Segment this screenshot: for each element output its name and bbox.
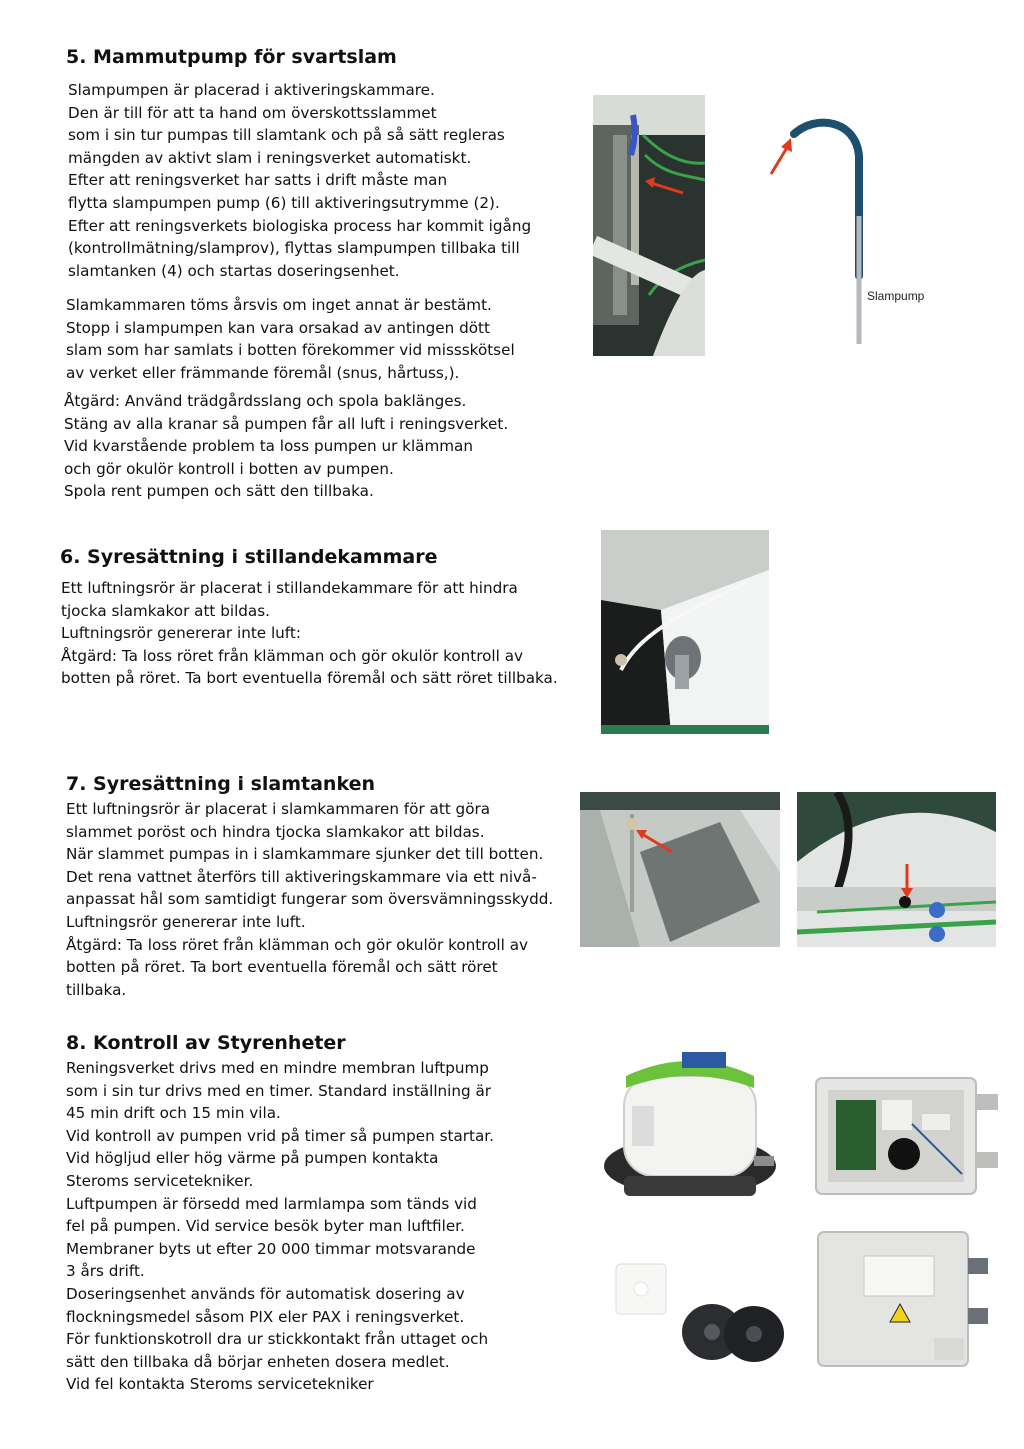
pump-membranes-photo: [680, 1294, 784, 1364]
text-line: Stäng av alla kranar så pumpen får all luft i reningsverket.: [64, 414, 509, 433]
text-line: 45 min drift och 15 min vila.: [66, 1104, 281, 1123]
text-line: flockningsmedel såsom PIX eler PAX i reningsverket.: [66, 1307, 465, 1326]
text-line: Doseringsenhet används för automatisk dosering av: [66, 1284, 465, 1303]
text-line: Åtgärd: Ta loss röret från klämman och gör okulör kontroll av: [61, 646, 523, 665]
text-line: botten på röret. Ta bort eventuella föremål och sätt röret tillbaka.: [61, 669, 558, 688]
text-line: (kontrollmätning/slamprov), flyttas slampumpen tillbaka till: [68, 239, 520, 258]
text-line: anpassat hål som samtidigt fungerar som översvämningsskydd.: [66, 890, 554, 909]
text-line: Vid fel kontakta Steroms servicetekniker: [66, 1375, 374, 1394]
text-line: mängden av aktivt slam i reningsverket automatiskt.: [68, 148, 472, 167]
timer-control-box-open-photo: [812, 1074, 1002, 1198]
sludge-pump-caption: Slampump: [867, 289, 925, 303]
text-line: 3 års drift.: [66, 1262, 145, 1281]
text-line: Åtgärd: Använd trädgårdsslang och spola baklänges.: [64, 392, 467, 410]
text-line: Steroms servicetekniker.: [66, 1171, 254, 1190]
text-line: Luftningsrör genererar inte luft.: [66, 912, 306, 931]
text-line: Åtgärd: Ta loss röret från klämman och gör okulör kontroll av: [66, 935, 528, 954]
text-line: tillbaka.: [66, 980, 127, 999]
text-line: Vid kontroll av pumpen vrid på timer så pumpen startar.: [66, 1126, 494, 1145]
air-pump-photo: [604, 1046, 776, 1211]
sludge-pump-diagram: [766, 116, 876, 352]
settling-chamber-aeration-photo: [601, 530, 769, 734]
section-7-body: [66, 798, 553, 1001]
text-line: slammet poröst och hindra tjocka slamkakor att bildas.: [66, 822, 485, 841]
text-line: flytta slampumpen pump (6) till aktiveringsutrymme (2).: [68, 193, 500, 212]
text-line: som i sin tur pumpas till slamtank och på så sätt regleras: [68, 126, 505, 145]
text-line: Det rena vattnet återförs till aktiveringskammare via ett nivå-: [66, 867, 537, 886]
sludge-tank-pipe-connections-photo: [797, 792, 996, 947]
text-line: Den är till för att ta hand om överskottsslammet: [68, 103, 437, 122]
text-line: fel på pumpen. Vid service besök byter man luftfiler.: [66, 1217, 465, 1236]
text-line: Stopp i slampumpen kan vara orsakad av antingen dött: [66, 318, 490, 337]
dosing-unit-control-box-photo: [814, 1228, 990, 1370]
section-8-title: 8. Kontroll av Styrenheter: [66, 1032, 346, 1054]
text-line: För funktionskotroll dra ur stickkontakt från uttaget och: [66, 1330, 489, 1349]
text-line: och gör okulör kontroll i botten av pumpen.: [64, 459, 394, 478]
text-line: botten på röret. Ta bort eventuella föremål och sätt röret: [66, 958, 498, 977]
sludge-pump-installed-photo: [593, 95, 705, 356]
text-line: Slampumpen är placerad i aktiveringskammare.: [68, 81, 435, 99]
text-line: Efter att reningsverkets biologiska process har kommit igång: [68, 216, 532, 235]
section-7-title: 7. Syresättning i slamtanken: [66, 773, 375, 795]
text-line: slamtanken (4) och startas doseringsenhet.: [68, 261, 400, 280]
section-5-paragraph-2: [66, 294, 515, 384]
text-line: av verket eller främmande föremål (snus, hårtuss,).: [66, 363, 460, 382]
text-line: Luftpumpen är försedd med larmlampa som tänds vid: [66, 1194, 477, 1213]
text-line: Vid kvarstående problem ta loss pumpen ur klämman: [64, 437, 473, 456]
text-line: Ett luftningsrör är placerat i stillandekammare för att hindra: [61, 579, 518, 597]
section-5-title: 5. Mammutpump för svartslam: [66, 46, 397, 68]
section-5-paragraph-3: [64, 390, 508, 503]
section-5-paragraph-1: [68, 79, 531, 282]
text-line: slam som har samlats i botten förekommer vid missskötsel: [66, 341, 515, 360]
text-line: Ett luftningsrör är placerat i slamkammaren för att göra: [66, 800, 491, 818]
text-line: Efter att reningsverket har satts i drift måste man: [68, 171, 448, 190]
text-line: När slammet pumpas in i slamkammare sjunker det till botten.: [66, 845, 544, 864]
text-line: Luftningsrör genererar inte luft:: [61, 624, 301, 643]
section-6-body: [61, 577, 558, 690]
text-line: Spola rent pumpen och sätt den tillbaka.: [64, 482, 374, 501]
text-line: Reningsverket drivs med en mindre membran luftpump: [66, 1059, 489, 1077]
text-line: Vid höglјud eller hög värme på pumpen kontakta: [66, 1149, 439, 1168]
text-line: tjocka slamkakor att bildas.: [61, 601, 270, 620]
text-line: Slamkammaren töms årsvis om inget annat är bestämt.: [66, 296, 492, 314]
text-line: som i sin tur drivs med en timer. Standard inställning är: [66, 1081, 492, 1100]
text-line: sätt den tillbaka då börjar enheten dosera medlet.: [66, 1352, 450, 1371]
air-filter-photo: [614, 1262, 668, 1316]
text-line: Membraner byts ut efter 20 000 timmar motsvarande: [66, 1239, 476, 1258]
section-6-title: 6. Syresättning i stillandekammare: [60, 546, 438, 568]
sludge-tank-aeration-photo: [580, 792, 780, 947]
section-8-body: [66, 1057, 494, 1396]
